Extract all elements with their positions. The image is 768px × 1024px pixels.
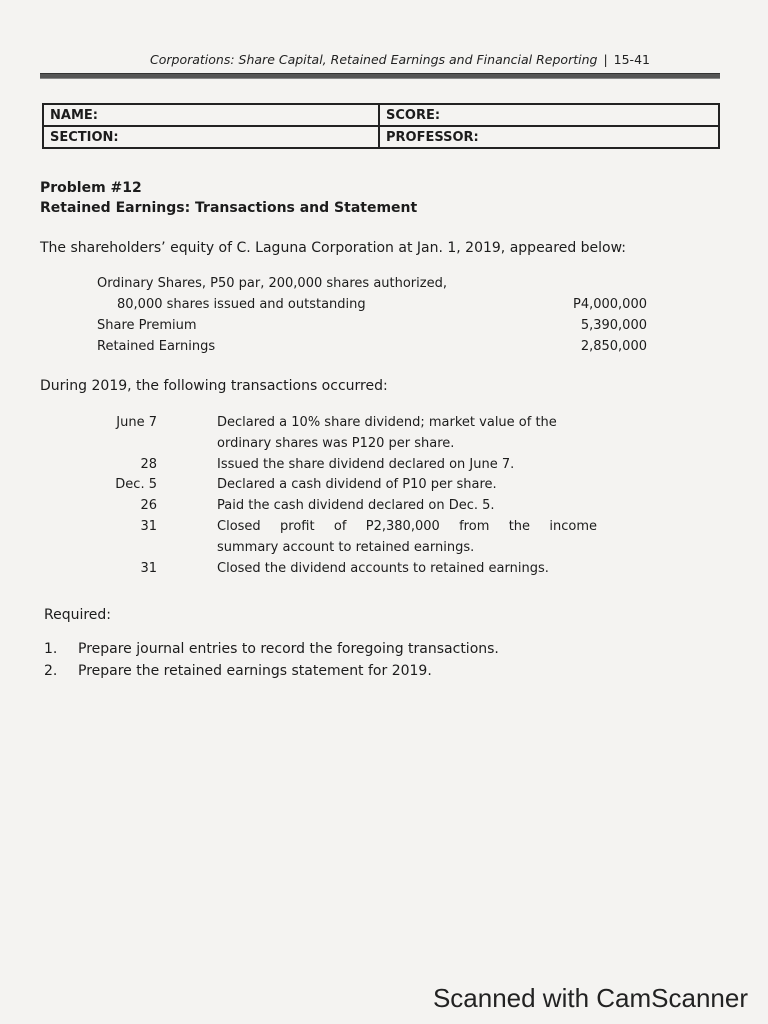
- equity-row: [97, 336, 657, 357]
- required-item: [44, 660, 499, 682]
- equity-row: [97, 294, 657, 315]
- retained-amount: 2,850,000: [580, 339, 647, 354]
- transaction-text: [217, 475, 597, 496]
- required-item-number: 2.: [44, 663, 58, 679]
- transaction-row: [100, 413, 600, 455]
- transaction-line: Paid the cash dividend declared on Dec. 5.: [217, 498, 495, 514]
- header-title: Corporations: Share Capital, Retained Earnings and Financial Reporting: [150, 52, 598, 67]
- required-item: [44, 638, 499, 660]
- intro-text: The shareholders’ equity of C. Laguna Corporation at Jan. 1, 2019, appeared below:: [40, 240, 627, 256]
- transaction-date: 26: [140, 498, 157, 514]
- transaction-text: [217, 413, 597, 455]
- transaction-line: Declared a cash dividend of P10 per share.: [217, 477, 497, 493]
- header-separator: |: [603, 52, 608, 67]
- transaction-text: [217, 517, 597, 559]
- professor-cell: PROFESSOR:: [379, 126, 719, 148]
- student-info-box: [42, 103, 720, 149]
- section-cell: SECTION:: [43, 126, 379, 148]
- transaction-row: [100, 559, 600, 580]
- premium-amount: 5,390,000: [580, 318, 647, 333]
- transactions-intro: During 2019, the following transactions occurred:: [40, 378, 388, 394]
- transaction-text: [217, 496, 597, 517]
- ordinary-label-2: 80,000 shares issued and outstanding: [117, 297, 366, 312]
- page-header: [150, 52, 720, 67]
- equity-row: [97, 315, 657, 336]
- problem-heading: [40, 178, 417, 218]
- transaction-date: Dec. 5: [115, 477, 157, 493]
- transaction-date: 31: [140, 560, 157, 576]
- transaction-line: ordinary shares was P120 per share.: [217, 435, 455, 451]
- problem-title: Retained Earnings: Transactions and Statement: [40, 200, 418, 216]
- transaction-row: [100, 455, 600, 476]
- name-cell: NAME:: [43, 104, 379, 126]
- required-item-text: Prepare the retained earnings statement for 2019.: [78, 663, 432, 679]
- required-list: [44, 638, 499, 682]
- equity-list: [97, 273, 657, 357]
- transaction-text: [217, 559, 597, 580]
- transaction-line: Issued the share dividend declared on June 7.: [217, 456, 515, 472]
- transaction-date: June 7: [116, 415, 157, 430]
- transaction-date: 28: [140, 456, 157, 472]
- required-item-number: 1.: [44, 641, 58, 657]
- transaction-row: [100, 517, 600, 559]
- transaction-row: [100, 475, 600, 496]
- retained-label: Retained Earnings: [97, 339, 216, 354]
- required-label: Required:: [44, 607, 112, 623]
- equity-row: [97, 273, 657, 294]
- ordinary-label-1: Ordinary Shares, P50 par, 200,000 shares authorized,: [97, 276, 447, 291]
- transaction-line: summary account to retained earnings.: [217, 539, 475, 555]
- problem-number: Problem #12: [40, 180, 142, 196]
- transaction-text: [217, 455, 597, 476]
- required-item-text: Prepare journal entries to record the foregoing transactions.: [78, 641, 499, 657]
- score-cell: SCORE:: [379, 104, 719, 126]
- transaction-row: [100, 496, 600, 517]
- page-number: 15-41: [613, 52, 650, 67]
- transaction-line: Closed profit of P2,380,000 from the income: [217, 518, 597, 534]
- ordinary-amount: P4,000,000: [572, 297, 647, 312]
- header-rule: [40, 73, 720, 79]
- premium-label: Share Premium: [97, 318, 197, 333]
- scanner-watermark: Scanned with CamScanner: [432, 983, 748, 1013]
- transaction-line: Closed the dividend accounts to retained earnings.: [217, 560, 549, 576]
- transactions-list: [100, 413, 600, 579]
- transaction-date: 31: [140, 518, 157, 534]
- transaction-line: Declared a 10% share dividend; market value of the: [217, 415, 557, 430]
